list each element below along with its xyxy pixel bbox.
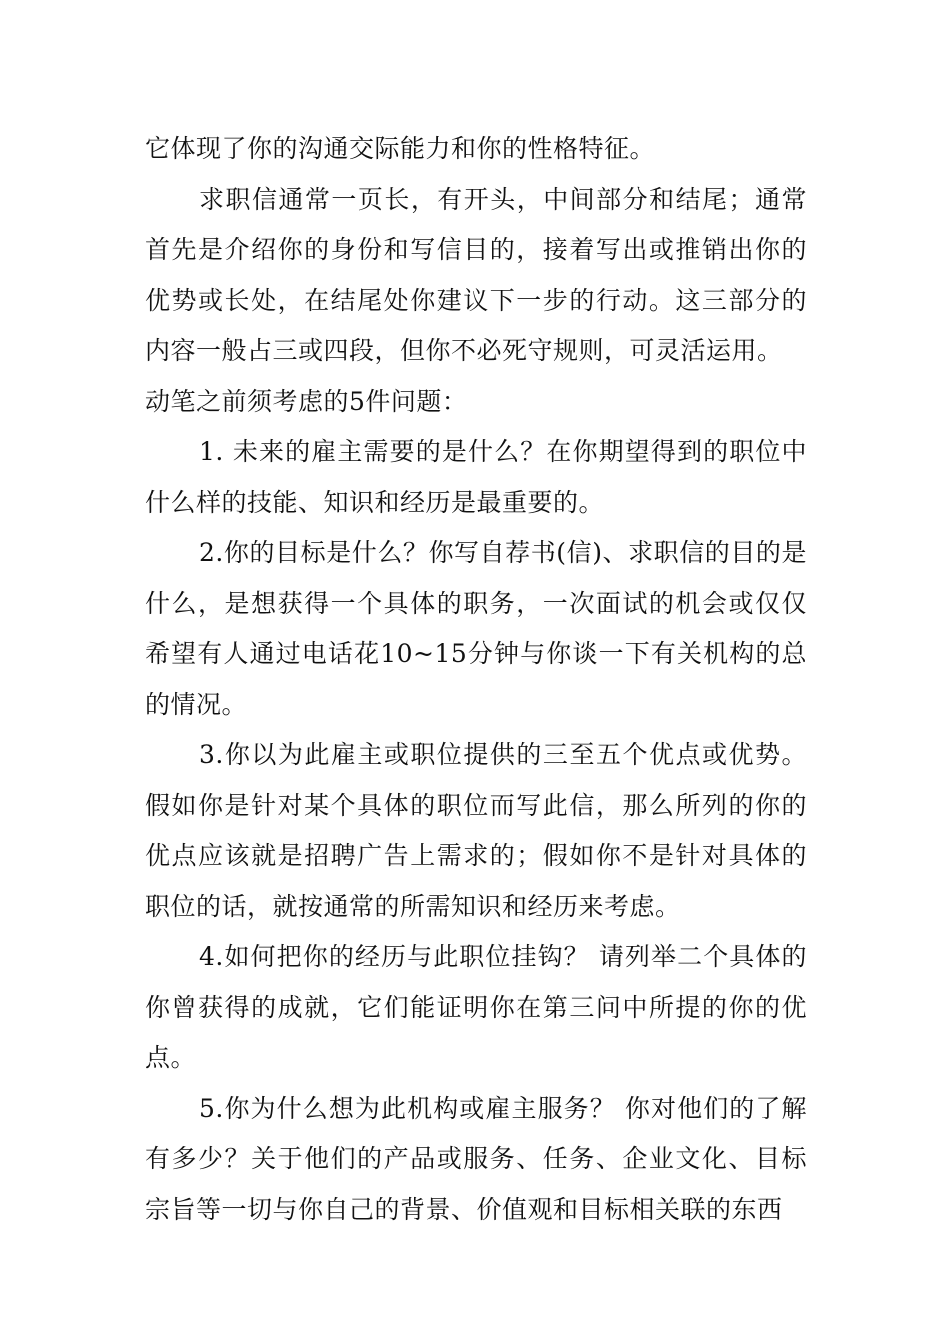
- document-body: [145, 124, 807, 1235]
- paragraph-question-2: 2.你的目标是什么？你写自荐书(信)、求职信的目的是什么，是想获得一个具体的职务，一次面试的机会或仅仅希望有人通过电话花10~15分钟与你谈一下有关机构的总的情况。: [145, 538, 807, 719]
- paragraph-question-3: 3.你以为此雇主或职位提供的三至五个优点或优势。假如你是针对某个具体的职位而写此信，那么所列的你的优点应该就是招聘广告上需求的；假如你不是针对具体的职位的话，就按通常的所需知识和经历来考虑。: [145, 740, 807, 921]
- paragraph-intro-continuation: 它体现了你的沟通交际能力和你的性格特征。: [145, 134, 656, 163]
- paragraph-question-4: 4.如何把你的经历与此职位挂钩？ 请列举二个具体的你曾获得的成就，它们能证明你在第三问中所提的你的优点。: [145, 942, 807, 1072]
- paragraph-letter-structure: 求职信通常一页长，有开头，中间部分和结尾；通常首先是介绍你的身份和写信目的，接着写出或推销出你的优势或长处，在结尾处你建议下一步的行动。这三部分的内容一般占三或四段，但你不必死守规则，可灵活运用。: [145, 184, 807, 365]
- paragraph-question-5: 5.你为什么想为此机构或雇主服务？ 你对他们的了解有多少？关于他们的产品或服务、任务、企业文化、目标宗旨等一切与你自己的背景、价值观和目标相关联的东西: [145, 1093, 807, 1224]
- paragraph-questions-heading: 动笔之前须考虑的5件问题：: [145, 386, 468, 416]
- paragraph-question-1: 1. 未来的雇主需要的是什么？在你期望得到的职位中什么样的技能、知识和经历是最重要的。: [145, 437, 807, 517]
